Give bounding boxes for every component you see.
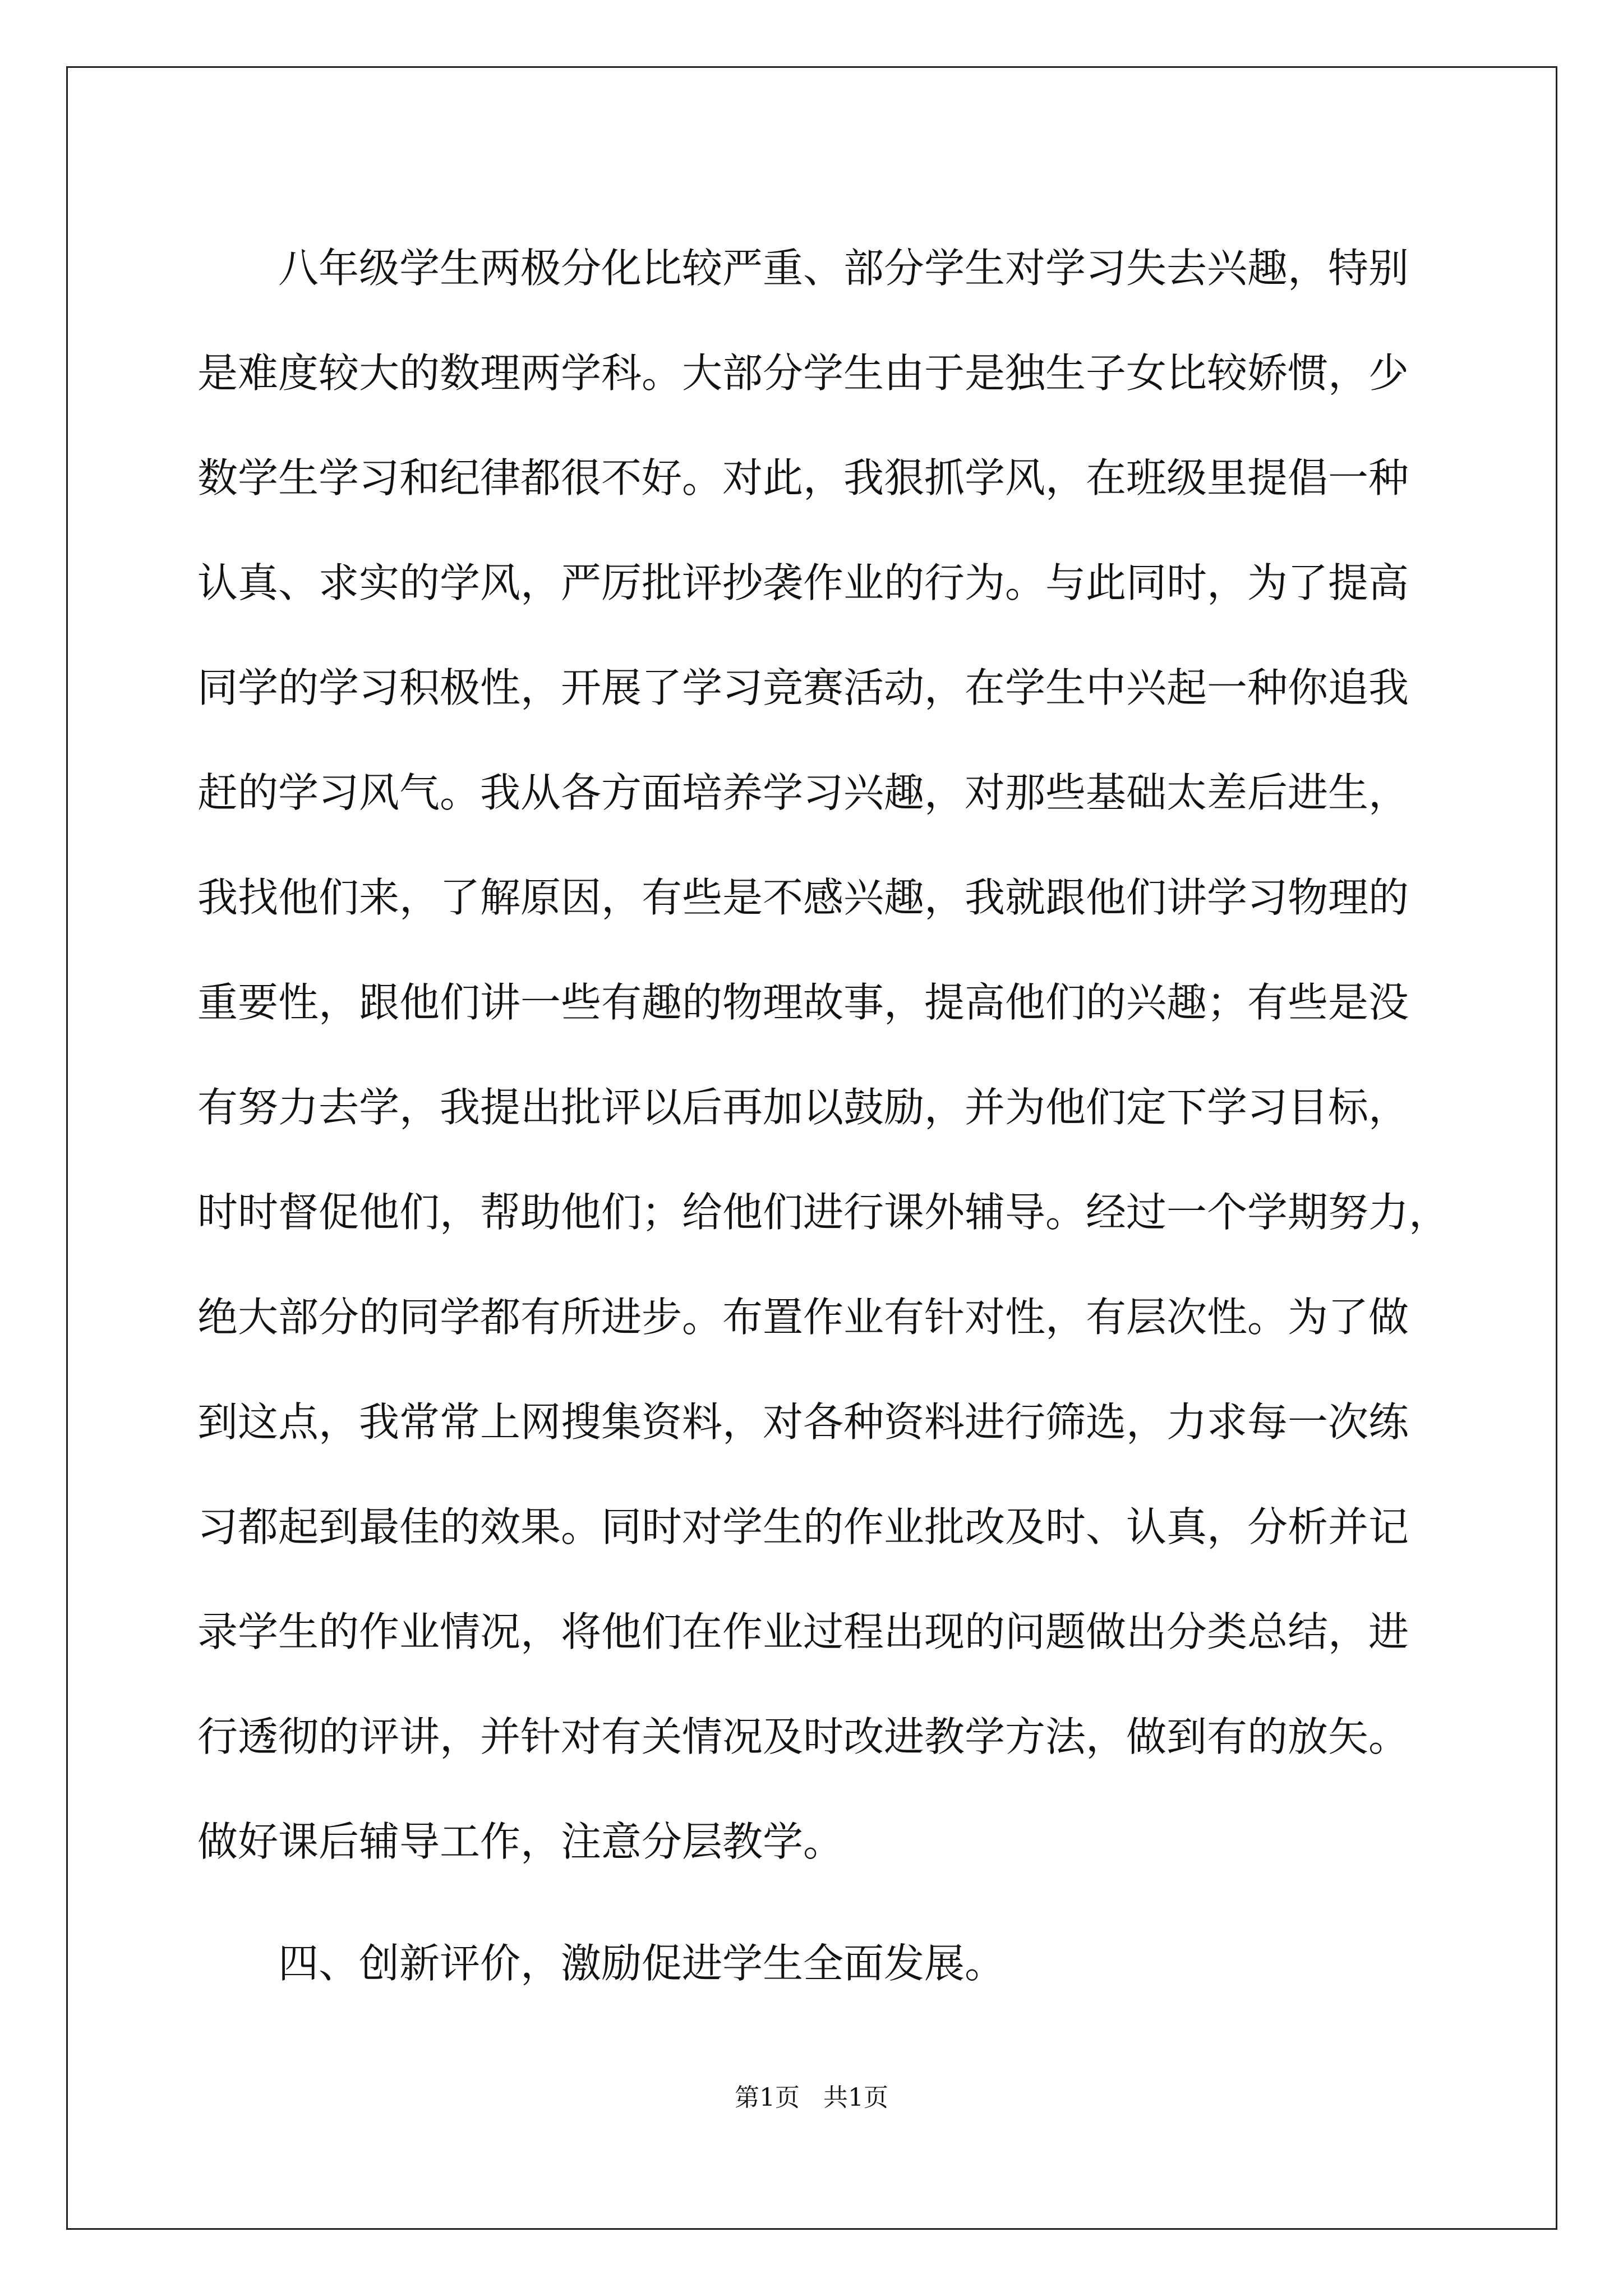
paragraph-line: 到这点，我常常上网搜集资料，对各种资料进行筛选，力求每一次练 xyxy=(197,1398,1409,1446)
paragraph-line: 认真、求实的学风，严厉批评抄袭作业的行为。与此同时，为了提高 xyxy=(197,559,1409,606)
paragraph-line: 同学的学习积极性，开展了学习竞赛活动，在学生中兴起一种你追我 xyxy=(197,664,1409,711)
section-heading: 四、创新评价，激励促进学生全面发展。 xyxy=(278,1940,1006,1987)
paragraph-line: 绝大部分的同学都有所进步。布置作业有针对性，有层次性。为了做 xyxy=(197,1294,1409,1341)
paragraph-line: 是难度较大的数理两学科。大部分学生由于是独生子女比较娇惯，少 xyxy=(197,349,1409,397)
page-footer: 第1页 共1页 xyxy=(735,2083,888,2112)
paragraph-line: 时时督促他们，帮助他们；给他们进行课外辅导。经过一个学期努力， xyxy=(197,1189,1450,1236)
paragraph-line: 我找他们来，了解原因，有些是不感兴趣，我就跟他们讲学习物理的 xyxy=(197,874,1409,921)
paragraph-line: 重要性，跟他们讲一些有趣的物理故事，提高他们的兴趣；有些是没 xyxy=(197,979,1409,1026)
paragraph-line: 数学生学习和纪律都很不好。对此，我狠抓学风，在班级里提倡一种 xyxy=(197,454,1409,501)
paragraph-line: 做好课后辅导工作，注意分层教学。 xyxy=(197,1818,844,1865)
paragraph-line: 赶的学习风气。我从各方面培养学习兴趣，对那些基础太差后进生， xyxy=(197,769,1409,816)
paragraph-line: 录学生的作业情况，将他们在作业过程出现的问题做出分类总结，进 xyxy=(197,1608,1409,1655)
paragraph-line: 八年级学生两极分化比较严重、部分学生对学习失去兴趣，特别 xyxy=(278,245,1409,292)
paragraph-line: 有努力去学，我提出批评以后再加以鼓励，并为他们定下学习目标， xyxy=(197,1084,1409,1131)
body-paragraph xyxy=(197,216,1450,1894)
paragraph-line: 行透彻的评讲，并针对有关情况及时改进教学方法，做到有的放矢。 xyxy=(197,1713,1409,1760)
paragraph-line: 习都起到最佳的效果。同时对学生的作业批改及时、认真，分析并记 xyxy=(197,1503,1409,1550)
